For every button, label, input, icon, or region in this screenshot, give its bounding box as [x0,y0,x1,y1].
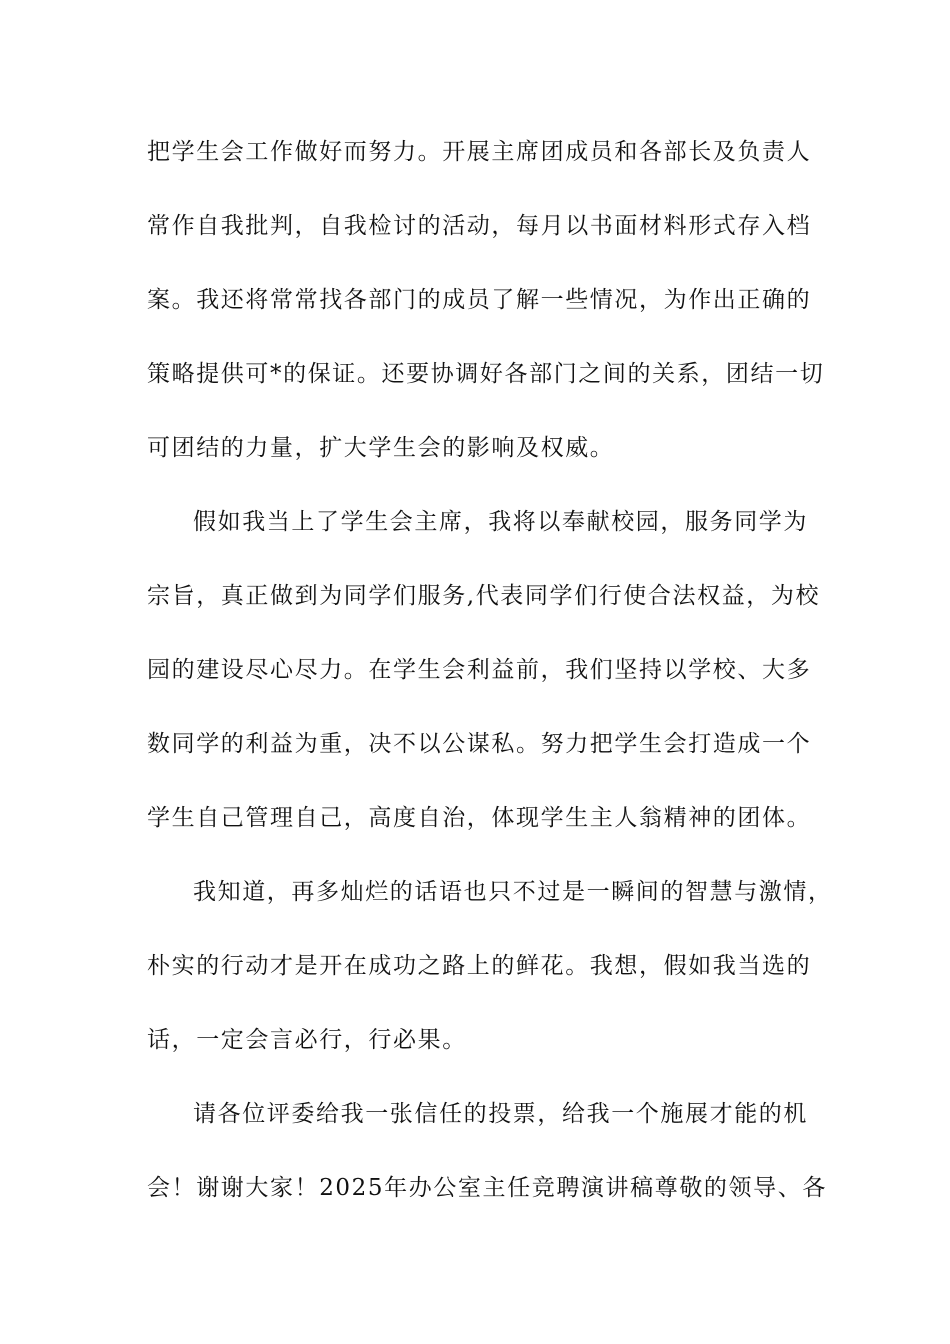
text-line: 宗旨，真正做到为同学们服务,代表同学们行使合法权益，为校 [147,583,821,609]
text-line: 把学生会工作做好而努力。开展主席团成员和各部长及负责人 [147,139,812,165]
text-line: 会！谢谢大家！2025年办公室主任竞聘演讲稿尊敬的领导、各 [147,1175,827,1201]
text-line: 学生自己管理自己，高度自治，体现学生主人翁精神的团体。 [147,805,812,831]
paragraph-first-line: 我知道，再多灿烂的话语也只不过是一瞬间的智慧与激情， [193,879,833,905]
text-line: 园的建设尽心尽力。在学生会利益前，我们坚持以学校、大多 [147,657,812,683]
text-line: 朴实的行动才是开在成功之路上的鲜花。我想，假如我当选的 [147,953,812,979]
text-line: 策略提供可*的保证。还要协调好各部门之间的关系，团结一切 [147,361,825,387]
text-line: 常作自我批判，自我检讨的活动，每月以书面材料形式存入档 [147,213,812,239]
text-line: 案。我还将常常找各部门的成员了解一些情况，为作出正确的 [147,287,812,313]
text-line: 话，一定会言必行，行必果。 [147,1027,467,1053]
text-line: 可团结的力量，扩大学生会的影响及权威。 [147,435,615,461]
paragraph-first-line: 请各位评委给我一张信任的投票，给我一个施展才能的机 [193,1101,808,1127]
paragraph-first-line: 假如我当上了学生会主席，我将以奉献校园，服务同学为 [193,509,808,535]
text-line: 数同学的利益为重，决不以公谋私。努力把学生会打造成一个 [147,731,812,757]
